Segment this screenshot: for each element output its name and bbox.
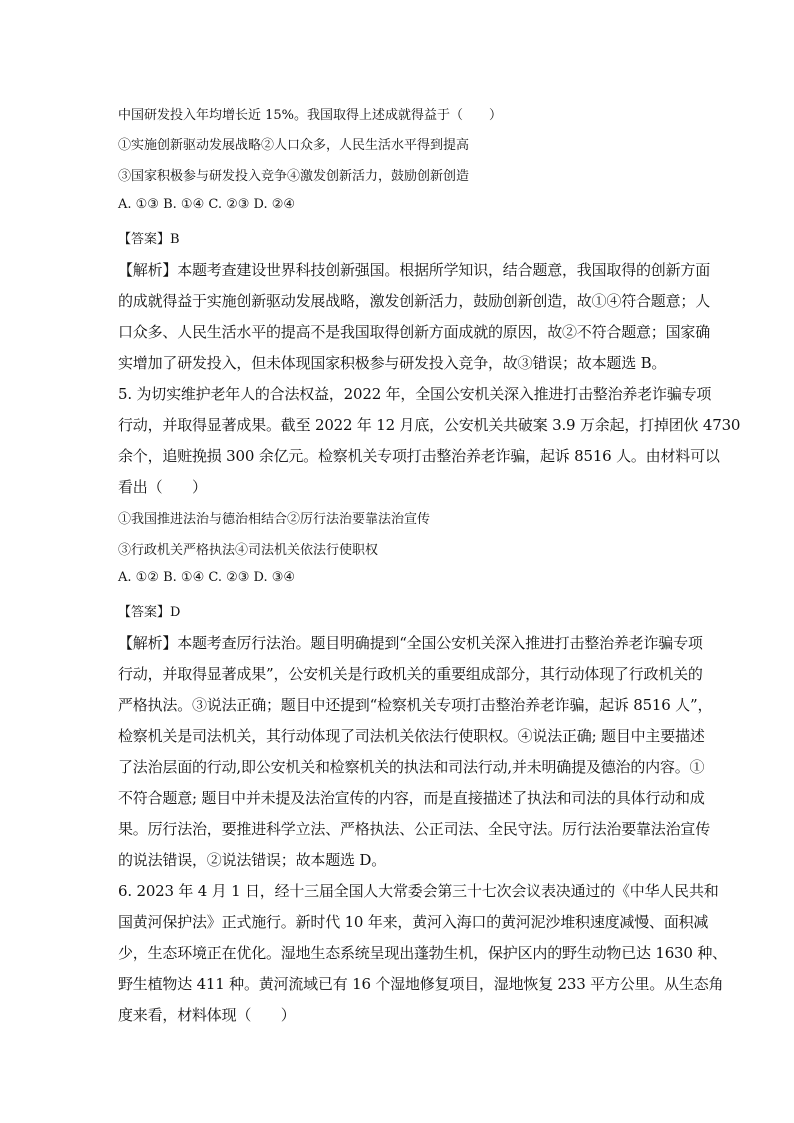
q5-statements-1-2: ①我国推进法治与德治相结合②厉行法治要靠法治宣传 <box>118 512 431 527</box>
q5-analysis-line-1: 【解析】本题考查厉行法治。题目明确提到“全国公安机关深入推进打击整治养老诈骗专项 <box>118 634 703 652</box>
q5-analysis-line-3: 严格执法。③说法正确；题目中还提到“检察机关专项打击整治养老诈骗，起诉 8516 人”， <box>118 696 713 714</box>
q6-stem-line-3: 少，生态环境正在优化。湿地生态系统呈现出蓬勃生机，保护区内的野生动物已达 1630 种、 <box>118 944 727 962</box>
q5-analysis-line-6: 不符合题意; 题目中并未提及法治宣传的内容，而是直接描述了执法和司法的具体行动和成 <box>118 789 705 807</box>
q6-stem-line-4: 野生植物达 411 种。黄河流域已有 16 个湿地修复项目，湿地恢复 233 平方公里。从生态角 <box>118 975 724 993</box>
q5-analysis-line-7: 果。厉行法治，要推进科学立法、严格执法、公正司法、全民守法。厉行法治要靠法治宣传 <box>118 820 711 838</box>
q4-statements-3-4: ③国家积极参与研发投入竞争④激发创新活力，鼓励创新创造 <box>118 169 470 184</box>
q4-analysis-line-4: 实增加了研发投入，但未体现国家积极参与研发投入竞争，故③错误；故本题选 B。 <box>118 354 667 372</box>
q4-analysis-line-2: 的成就得益于实施创新驱动发展战略，激发创新活力，鼓励创新创造，故①④符合题意；人 <box>118 292 711 310</box>
q5-analysis-line-8: 的说法错误，②说法错误；故本题选 D。 <box>118 851 386 869</box>
q5-options: A. ①② B. ①④ C. ②③ D. ③④ <box>118 570 296 585</box>
q5-stem-line-3: 余个，追赃挽损 300 余亿元。检察机关专项打击整治养老诈骗，起诉 8516 人。由材料可以 <box>118 447 720 465</box>
q6-stem-line-1: 6. 2023 年 4 月 1 日，经十三届全国人大常委会第三十七次会议表决通过的《中华人民共和 <box>118 882 719 900</box>
q4-analysis-line-3: 口众多、人民生活水平的提高不是我国取得创新方面成就的原因，故②不符合题意；国家确 <box>118 323 711 341</box>
q4-options: A. ①③ B. ①④ C. ②③ D. ②④ <box>118 197 296 212</box>
q5-answer: 【答案】D <box>118 605 181 620</box>
q5-analysis-line-2: 行动，并取得显著成果”，公安机关是行政机关的重要组成部分，其行动体现了行政机关的 <box>118 665 703 683</box>
q5-statements-3-4: ③行政机关严格执法④司法机关依法行使职权 <box>118 543 379 558</box>
q5-stem-line-2: 行动，并取得显著成果。截至 2022 年 12 月底，公安机关共破案 3.9 万余起，打掉团伙 4730 <box>118 416 741 434</box>
q6-stem-line-5: 度来看，材料体现（ ） <box>118 1006 296 1024</box>
q4-analysis-line-1: 【解析】本题考查建设世界科技创新强国。根据所学知识，结合题意，我国取得的创新方面 <box>118 261 711 279</box>
q5-analysis-line-4: 检察机关是司法机关，其行动体现了司法机关依法行使职权。④说法正确; 题目中主要描述 <box>118 727 705 745</box>
q4-stem-continuation: 中国研发投入年均增长近 15%。我国取得上述成就得益于（ ） <box>118 108 503 123</box>
q4-answer: 【答案】B <box>118 232 180 247</box>
q5-analysis-line-5: 了法治层面的行动,即公安机关和检察机关的执法和司法行动,并未明确提及德治的内容。① <box>118 758 705 776</box>
q5-stem-line-4: 看出（ ） <box>118 478 207 496</box>
q4-statements-1-2: ①实施创新驱动发展战略②人口众多，人民生活水平得到提高 <box>118 138 470 153</box>
q5-stem-line-1: 5. 为切实维护老年人的合法权益，2022 年，全国公安机关深入推进打击整治养老诈骗专项 <box>118 385 712 403</box>
q6-stem-line-2: 国黄河保护法》正式施行。新时代 10 年来，黄河入海口的黄河泥沙堆积速度减慢、面积减 <box>118 913 709 931</box>
